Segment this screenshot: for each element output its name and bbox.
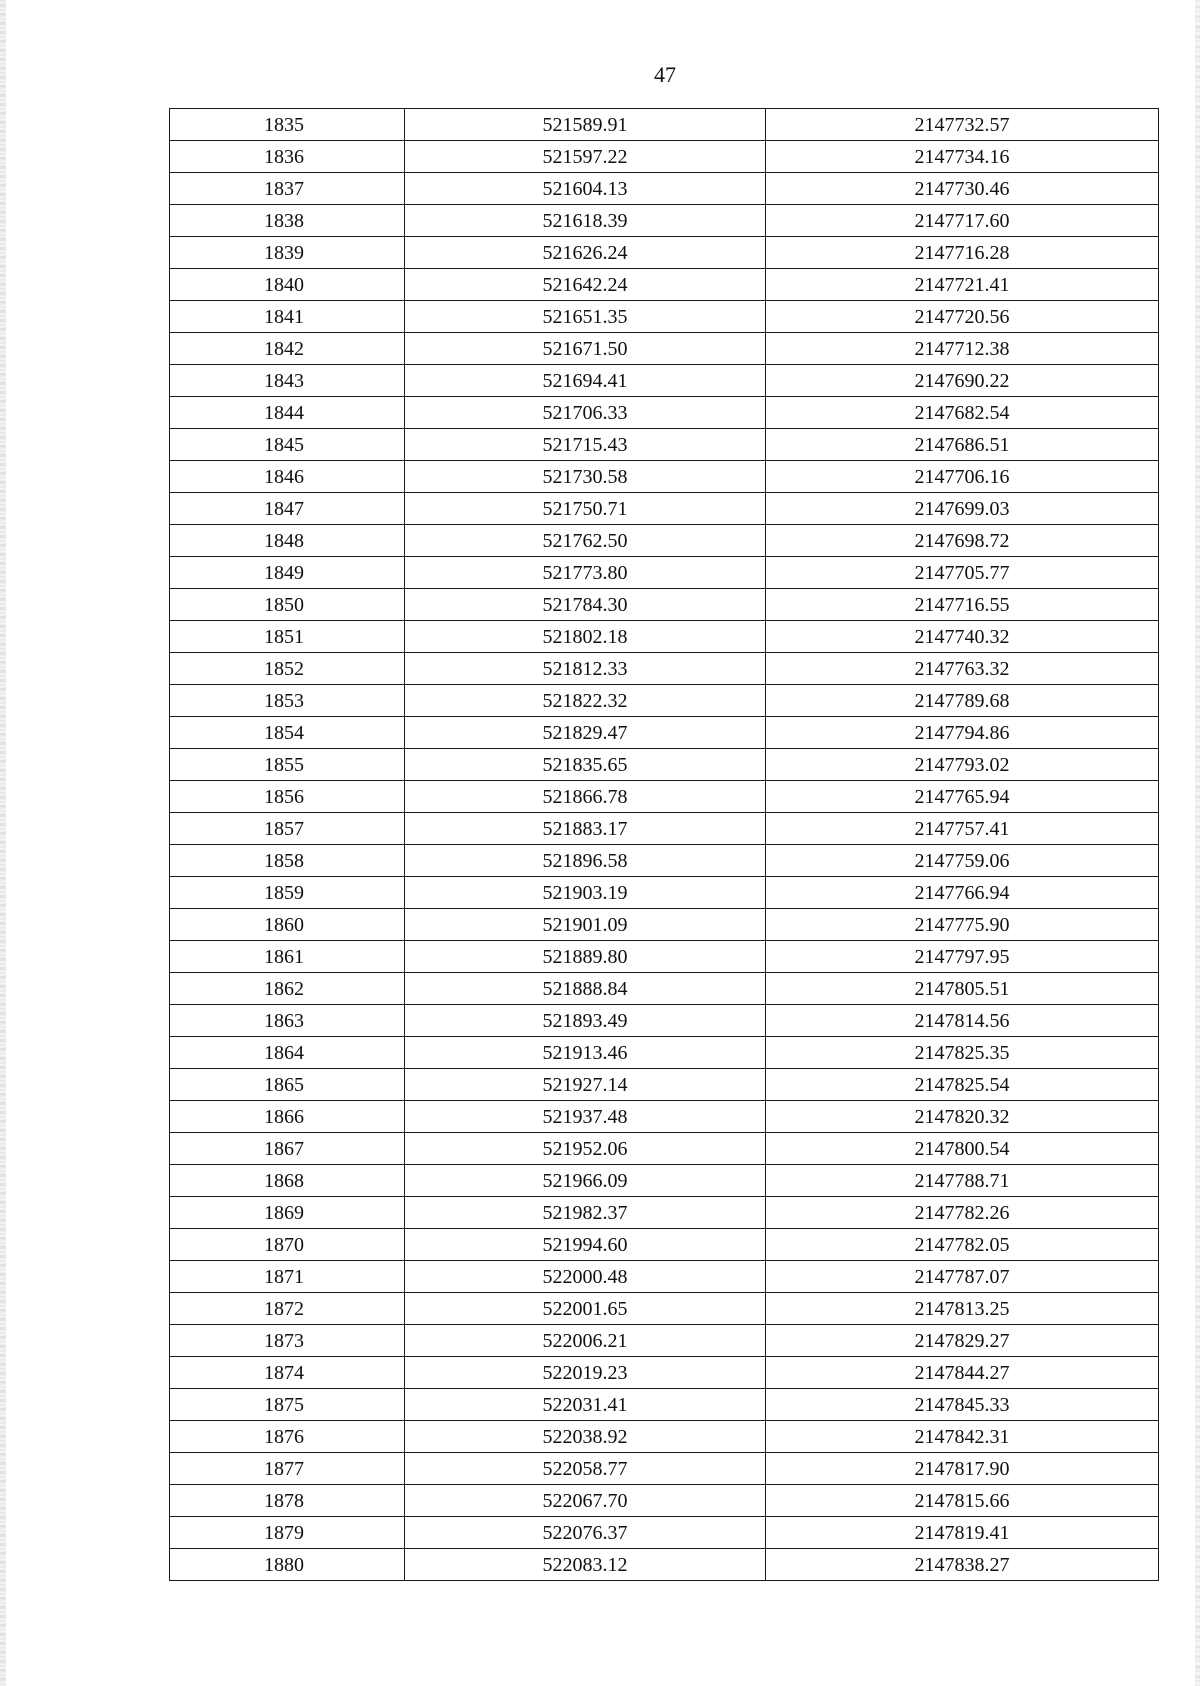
- point-number-cell: 1871: [170, 1261, 405, 1293]
- x-coordinate-cell: 521750.71: [405, 493, 766, 525]
- y-coordinate-cell: 2147844.27: [766, 1357, 1159, 1389]
- y-coordinate-cell: 2147698.72: [766, 525, 1159, 557]
- x-coordinate-cell: 521896.58: [405, 845, 766, 877]
- table-row: [170, 941, 1159, 973]
- table-row: [170, 653, 1159, 685]
- y-coordinate-cell: 2147815.66: [766, 1485, 1159, 1517]
- x-coordinate-cell: 521901.09: [405, 909, 766, 941]
- y-coordinate-cell: 2147782.05: [766, 1229, 1159, 1261]
- point-number-cell: 1850: [170, 589, 405, 621]
- point-number-cell: 1855: [170, 749, 405, 781]
- point-number-cell: 1859: [170, 877, 405, 909]
- coordinates-table: [169, 108, 1159, 1581]
- x-coordinate-cell: 521762.50: [405, 525, 766, 557]
- y-coordinate-cell: 2147712.38: [766, 333, 1159, 365]
- table-row: [170, 1485, 1159, 1517]
- table-row: [170, 1357, 1159, 1389]
- x-coordinate-cell: 521773.80: [405, 557, 766, 589]
- point-number-cell: 1835: [170, 109, 405, 141]
- x-coordinate-cell: 521822.32: [405, 685, 766, 717]
- table-row: [170, 1389, 1159, 1421]
- point-number-cell: 1837: [170, 173, 405, 205]
- point-number-cell: 1864: [170, 1037, 405, 1069]
- y-coordinate-cell: 2147765.94: [766, 781, 1159, 813]
- y-coordinate-cell: 2147763.32: [766, 653, 1159, 685]
- point-number-cell: 1862: [170, 973, 405, 1005]
- x-coordinate-cell: 521589.91: [405, 109, 766, 141]
- point-number-cell: 1878: [170, 1485, 405, 1517]
- coordinates-table-body: [170, 109, 1159, 1581]
- point-number-cell: 1844: [170, 397, 405, 429]
- point-number-cell: 1874: [170, 1357, 405, 1389]
- point-number-cell: 1846: [170, 461, 405, 493]
- y-coordinate-cell: 2147720.56: [766, 301, 1159, 333]
- y-coordinate-cell: 2147757.41: [766, 813, 1159, 845]
- x-coordinate-cell: 521642.24: [405, 269, 766, 301]
- point-number-cell: 1840: [170, 269, 405, 301]
- y-coordinate-cell: 2147706.16: [766, 461, 1159, 493]
- table-row: [170, 813, 1159, 845]
- x-coordinate-cell: 521730.58: [405, 461, 766, 493]
- point-number-cell: 1853: [170, 685, 405, 717]
- x-coordinate-cell: 521784.30: [405, 589, 766, 621]
- table-row: [170, 173, 1159, 205]
- table-row: [170, 557, 1159, 589]
- table-row: [170, 1517, 1159, 1549]
- table-row: [170, 685, 1159, 717]
- table-row: [170, 493, 1159, 525]
- table-row: [170, 141, 1159, 173]
- table-row: [170, 205, 1159, 237]
- point-number-cell: 1877: [170, 1453, 405, 1485]
- y-coordinate-cell: 2147829.27: [766, 1325, 1159, 1357]
- y-coordinate-cell: 2147775.90: [766, 909, 1159, 941]
- x-coordinate-cell: 521883.17: [405, 813, 766, 845]
- scan-edge-right: [1195, 0, 1200, 1686]
- point-number-cell: 1849: [170, 557, 405, 589]
- point-number-cell: 1872: [170, 1293, 405, 1325]
- x-coordinate-cell: 521829.47: [405, 717, 766, 749]
- point-number-cell: 1858: [170, 845, 405, 877]
- table-row: [170, 301, 1159, 333]
- table-row: [170, 1549, 1159, 1581]
- point-number-cell: 1876: [170, 1421, 405, 1453]
- y-coordinate-cell: 2147686.51: [766, 429, 1159, 461]
- x-coordinate-cell: 521927.14: [405, 1069, 766, 1101]
- x-coordinate-cell: 522038.92: [405, 1421, 766, 1453]
- y-coordinate-cell: 2147797.95: [766, 941, 1159, 973]
- table-row: [170, 1165, 1159, 1197]
- x-coordinate-cell: 521715.43: [405, 429, 766, 461]
- x-coordinate-cell: 521706.33: [405, 397, 766, 429]
- point-number-cell: 1863: [170, 1005, 405, 1037]
- x-coordinate-cell: 521802.18: [405, 621, 766, 653]
- y-coordinate-cell: 2147825.35: [766, 1037, 1159, 1069]
- y-coordinate-cell: 2147699.03: [766, 493, 1159, 525]
- y-coordinate-cell: 2147782.26: [766, 1197, 1159, 1229]
- table-row: [170, 909, 1159, 941]
- y-coordinate-cell: 2147825.54: [766, 1069, 1159, 1101]
- point-number-cell: 1857: [170, 813, 405, 845]
- y-coordinate-cell: 2147805.51: [766, 973, 1159, 1005]
- point-number-cell: 1866: [170, 1101, 405, 1133]
- table-row: [170, 973, 1159, 1005]
- table-row: [170, 589, 1159, 621]
- x-coordinate-cell: 521866.78: [405, 781, 766, 813]
- y-coordinate-cell: 2147814.56: [766, 1005, 1159, 1037]
- y-coordinate-cell: 2147740.32: [766, 621, 1159, 653]
- point-number-cell: 1845: [170, 429, 405, 461]
- y-coordinate-cell: 2147730.46: [766, 173, 1159, 205]
- y-coordinate-cell: 2147789.68: [766, 685, 1159, 717]
- x-coordinate-cell: 521604.13: [405, 173, 766, 205]
- x-coordinate-cell: 521694.41: [405, 365, 766, 397]
- y-coordinate-cell: 2147794.86: [766, 717, 1159, 749]
- point-number-cell: 1841: [170, 301, 405, 333]
- x-coordinate-cell: 521651.35: [405, 301, 766, 333]
- table-row: [170, 1229, 1159, 1261]
- point-number-cell: 1867: [170, 1133, 405, 1165]
- point-number-cell: 1851: [170, 621, 405, 653]
- x-coordinate-cell: 522031.41: [405, 1389, 766, 1421]
- point-number-cell: 1879: [170, 1517, 405, 1549]
- x-coordinate-cell: 521671.50: [405, 333, 766, 365]
- table-row: [170, 237, 1159, 269]
- x-coordinate-cell: 522083.12: [405, 1549, 766, 1581]
- x-coordinate-cell: 521626.24: [405, 237, 766, 269]
- table-row: [170, 621, 1159, 653]
- y-coordinate-cell: 2147717.60: [766, 205, 1159, 237]
- point-number-cell: 1869: [170, 1197, 405, 1229]
- x-coordinate-cell: 521893.49: [405, 1005, 766, 1037]
- y-coordinate-cell: 2147682.54: [766, 397, 1159, 429]
- y-coordinate-cell: 2147800.54: [766, 1133, 1159, 1165]
- table-row: [170, 365, 1159, 397]
- x-coordinate-cell: 521618.39: [405, 205, 766, 237]
- x-coordinate-cell: 521952.06: [405, 1133, 766, 1165]
- y-coordinate-cell: 2147813.25: [766, 1293, 1159, 1325]
- y-coordinate-cell: 2147721.41: [766, 269, 1159, 301]
- table-row: [170, 1453, 1159, 1485]
- x-coordinate-cell: 521597.22: [405, 141, 766, 173]
- y-coordinate-cell: 2147793.02: [766, 749, 1159, 781]
- table-row: [170, 461, 1159, 493]
- table-row: [170, 1325, 1159, 1357]
- y-coordinate-cell: 2147817.90: [766, 1453, 1159, 1485]
- point-number-cell: 1848: [170, 525, 405, 557]
- point-number-cell: 1854: [170, 717, 405, 749]
- table-row: [170, 717, 1159, 749]
- x-coordinate-cell: 521903.19: [405, 877, 766, 909]
- y-coordinate-cell: 2147788.71: [766, 1165, 1159, 1197]
- point-number-cell: 1868: [170, 1165, 405, 1197]
- table-row: [170, 1101, 1159, 1133]
- point-number-cell: 1865: [170, 1069, 405, 1101]
- y-coordinate-cell: 2147845.33: [766, 1389, 1159, 1421]
- point-number-cell: 1875: [170, 1389, 405, 1421]
- point-number-cell: 1880: [170, 1549, 405, 1581]
- x-coordinate-cell: 522001.65: [405, 1293, 766, 1325]
- y-coordinate-cell: 2147838.27: [766, 1549, 1159, 1581]
- point-number-cell: 1861: [170, 941, 405, 973]
- table-row: [170, 333, 1159, 365]
- x-coordinate-cell: 521889.80: [405, 941, 766, 973]
- x-coordinate-cell: 521937.48: [405, 1101, 766, 1133]
- y-coordinate-cell: 2147820.32: [766, 1101, 1159, 1133]
- y-coordinate-cell: 2147690.22: [766, 365, 1159, 397]
- point-number-cell: 1843: [170, 365, 405, 397]
- table-row: [170, 429, 1159, 461]
- y-coordinate-cell: 2147716.28: [766, 237, 1159, 269]
- table-row: [170, 1261, 1159, 1293]
- x-coordinate-cell: 521913.46: [405, 1037, 766, 1069]
- table-row: [170, 1293, 1159, 1325]
- y-coordinate-cell: 2147842.31: [766, 1421, 1159, 1453]
- table-row: [170, 749, 1159, 781]
- point-number-cell: 1836: [170, 141, 405, 173]
- page-number: 47: [654, 62, 676, 87]
- x-coordinate-cell: 522076.37: [405, 1517, 766, 1549]
- table-row: [170, 877, 1159, 909]
- y-coordinate-cell: 2147734.16: [766, 141, 1159, 173]
- point-number-cell: 1873: [170, 1325, 405, 1357]
- point-number-cell: 1842: [170, 333, 405, 365]
- scan-edge-left: [0, 0, 6, 1686]
- x-coordinate-cell: 521994.60: [405, 1229, 766, 1261]
- table-row: [170, 1069, 1159, 1101]
- y-coordinate-cell: 2147766.94: [766, 877, 1159, 909]
- table-row: [170, 109, 1159, 141]
- x-coordinate-cell: 521966.09: [405, 1165, 766, 1197]
- x-coordinate-cell: 522000.48: [405, 1261, 766, 1293]
- point-number-cell: 1838: [170, 205, 405, 237]
- table-row: [170, 1421, 1159, 1453]
- point-number-cell: 1847: [170, 493, 405, 525]
- x-coordinate-cell: 521812.33: [405, 653, 766, 685]
- point-number-cell: 1870: [170, 1229, 405, 1261]
- y-coordinate-cell: 2147716.55: [766, 589, 1159, 621]
- y-coordinate-cell: 2147705.77: [766, 557, 1159, 589]
- y-coordinate-cell: 2147787.07: [766, 1261, 1159, 1293]
- table-row: [170, 525, 1159, 557]
- table-row: [170, 781, 1159, 813]
- table-row: [170, 1005, 1159, 1037]
- point-number-cell: 1860: [170, 909, 405, 941]
- y-coordinate-cell: 2147819.41: [766, 1517, 1159, 1549]
- point-number-cell: 1852: [170, 653, 405, 685]
- table-row: [170, 1197, 1159, 1229]
- table-row: [170, 269, 1159, 301]
- x-coordinate-cell: 522019.23: [405, 1357, 766, 1389]
- x-coordinate-cell: 521835.65: [405, 749, 766, 781]
- x-coordinate-cell: 521982.37: [405, 1197, 766, 1229]
- x-coordinate-cell: 521888.84: [405, 973, 766, 1005]
- table-row: [170, 397, 1159, 429]
- table-row: [170, 1037, 1159, 1069]
- table-row: [170, 1133, 1159, 1165]
- table-row: [170, 845, 1159, 877]
- y-coordinate-cell: 2147759.06: [766, 845, 1159, 877]
- y-coordinate-cell: 2147732.57: [766, 109, 1159, 141]
- x-coordinate-cell: 522067.70: [405, 1485, 766, 1517]
- x-coordinate-cell: 522058.77: [405, 1453, 766, 1485]
- x-coordinate-cell: 522006.21: [405, 1325, 766, 1357]
- point-number-cell: 1856: [170, 781, 405, 813]
- point-number-cell: 1839: [170, 237, 405, 269]
